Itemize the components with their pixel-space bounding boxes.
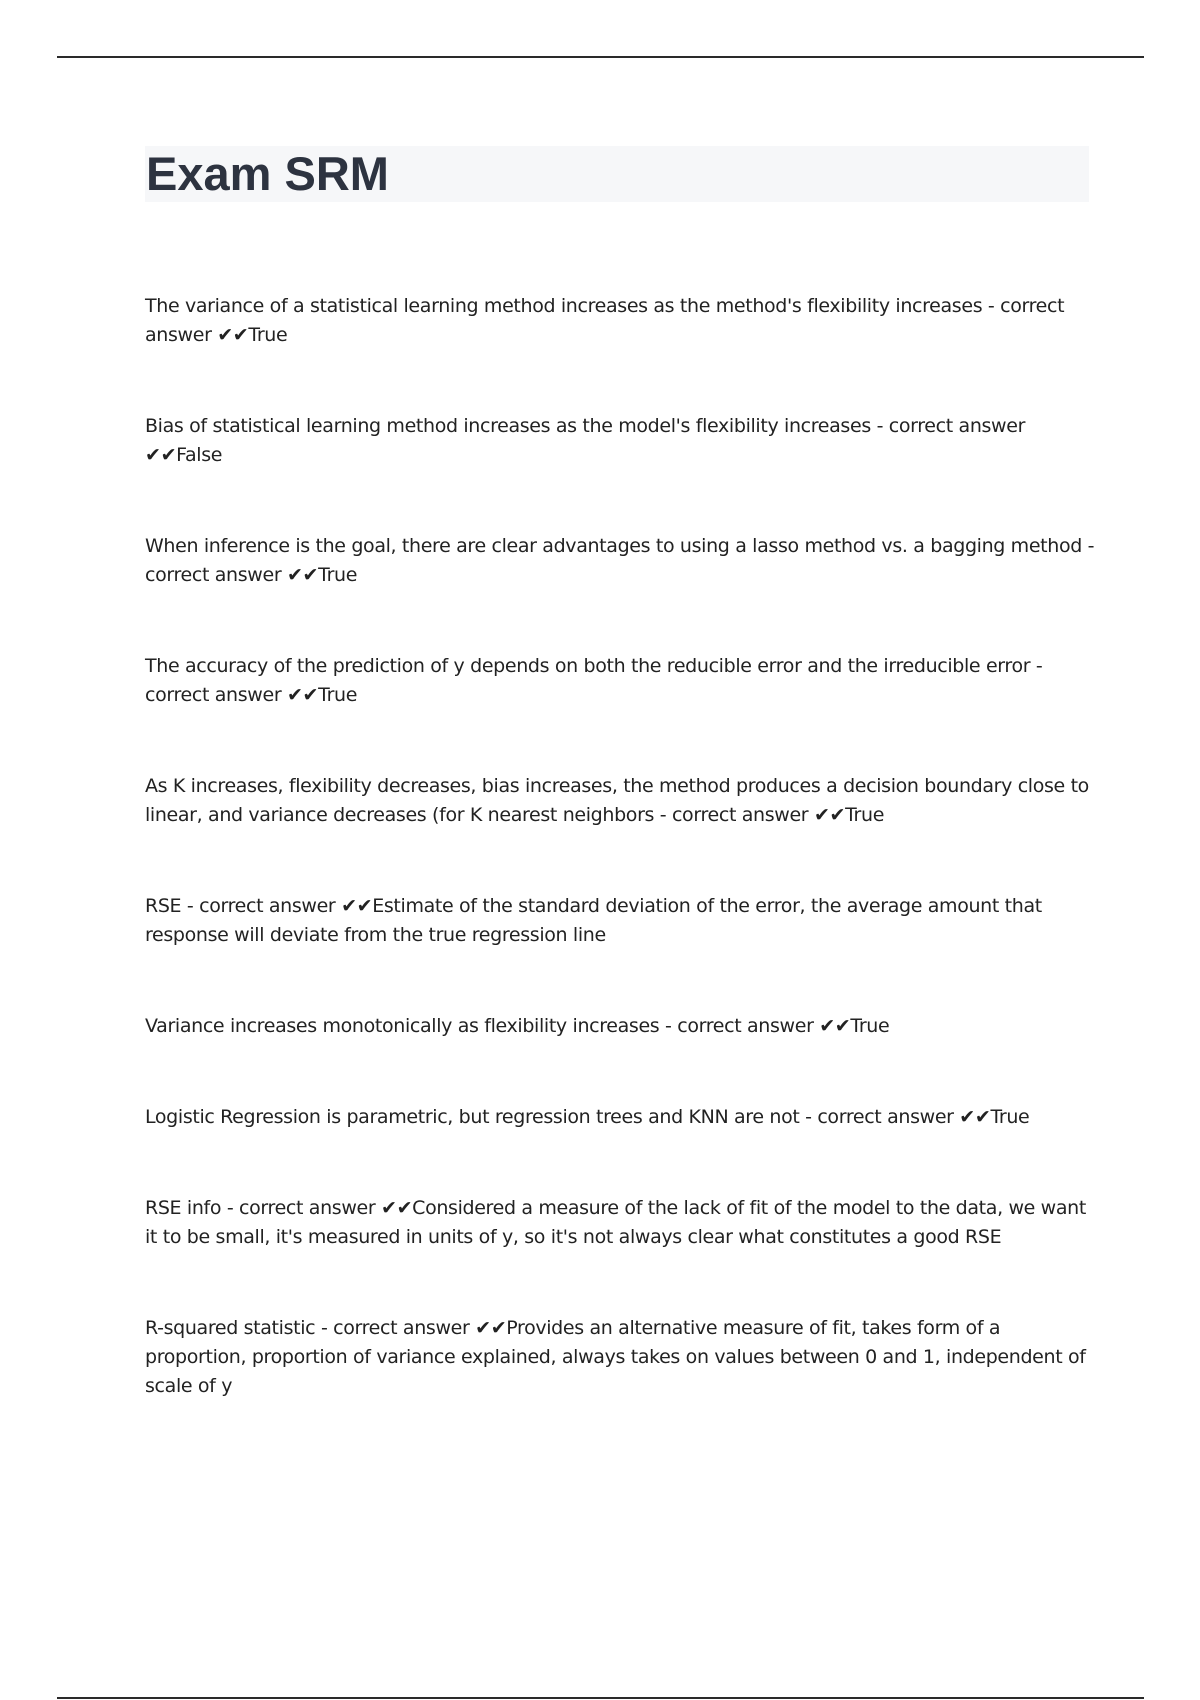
qa-item-1: The variance of a statistical learning method increases as the method's flexibility increases - correct answer ✔✔True (145, 295, 1065, 346)
top-rule (57, 56, 1144, 58)
bottom-rule (57, 1697, 1144, 1699)
qa-item-4: The accuracy of the prediction of y depends on both the reducible error and the irreducible error - correct answer ✔✔True (145, 655, 1043, 706)
qa-list (145, 292, 1095, 1463)
qa-item-8: Logistic Regression is parametric, but regression trees and KNN are not - correct answer ✔✔True (145, 1106, 1030, 1128)
qa-item-7: Variance increases monotonically as flexibility increases - correct answer ✔✔True (145, 1015, 890, 1037)
page-title: Exam SRM (146, 147, 389, 200)
qa-item-2: Bias of statistical learning method increases as the model's flexibility increases - correct answer ✔✔False (145, 415, 1026, 466)
title-banner (145, 146, 1089, 202)
qa-item-6: RSE - correct answer ✔✔Estimate of the standard deviation of the error, the average amount that response will deviate from the true regression line (145, 895, 1042, 946)
qa-item-5: As K increases, flexibility decreases, bias increases, the method produces a decision boundary close to linear, and variance decreases (for K nearest neighbors - correct answer ✔✔True (145, 775, 1089, 826)
qa-item-3: When inference is the goal, there are clear advantages to using a lasso method vs. a bagging method - correct answer ✔✔True (145, 535, 1095, 586)
qa-item-9: RSE info - correct answer ✔✔Considered a measure of the lack of fit of the model to the data, we want it to be small, it's measured in units of y, so it's not always clear what constitutes a good RSE (145, 1197, 1086, 1248)
qa-item-10: R-squared statistic - correct answer ✔✔Provides an alternative measure of fit, takes form of a proportion, proportion of variance explained, always takes on values between 0 and 1, independent of scale of y (145, 1317, 1086, 1397)
